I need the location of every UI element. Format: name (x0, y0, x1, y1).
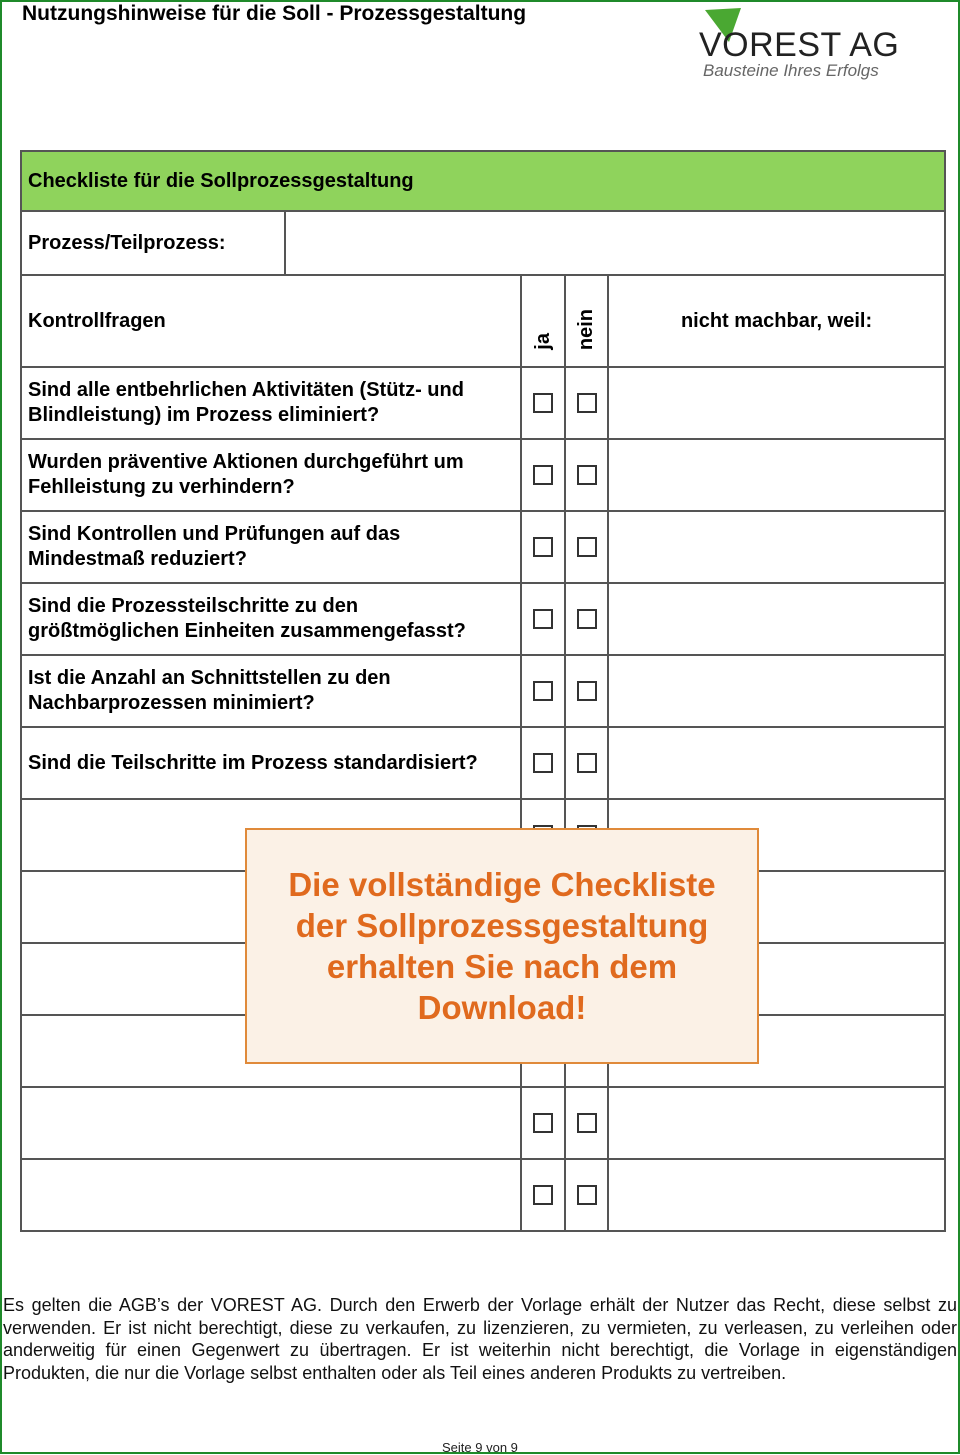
question-text: Sind die Teilschritte im Prozess standardisiert? (21, 727, 521, 799)
yes-checkbox[interactable] (533, 609, 553, 629)
yes-checkbox[interactable] (533, 753, 553, 773)
table-row (21, 367, 945, 439)
company-logo (697, 4, 900, 80)
column-header-yes: ja (521, 275, 565, 367)
question-text: Wurden präventive Aktionen durchgeführt um Fehlleistung zu verhindern? (21, 439, 521, 511)
no-checkbox[interactable] (577, 681, 597, 701)
table-row (21, 511, 945, 583)
column-header-questions: Kontrollfragen (21, 275, 521, 367)
logo-tagline: Bausteine Ihres Erfolgs (703, 61, 879, 80)
page-number: Seite 9 von 9 (442, 1440, 518, 1455)
reason-field[interactable] (608, 439, 945, 511)
table-row-empty (21, 1159, 945, 1231)
legal-notice: Es gelten die AGB’s der VOREST AG. Durch den Erwerb der Vorlage erhält der Nutzer das Recht, diese selbst zu verwenden. Er ist nicht berechtigt, diese zu verkaufen, zu lizenzieren, zu vermieten, zu verleasen, zu verleihen oder anderweitig für einen Gegenwert zu übertragen. Er ist weiterhin nicht berechtigt, die Vorlage in eigenständigen Produkten, die nur die Vorlage selbst enthalten oder als Teil eines anderen Produkts zu vertreiben. (3, 1295, 957, 1383)
no-checkbox[interactable] (577, 465, 597, 485)
question-text[interactable] (21, 1159, 521, 1231)
question-text[interactable] (21, 1087, 521, 1159)
no-checkbox[interactable] (577, 753, 597, 773)
question-text: Sind Kontrollen und Prüfungen auf das Mindestmaß reduziert? (21, 511, 521, 583)
logo-name: VOREST AG (699, 26, 900, 64)
table-row-empty (21, 1087, 945, 1159)
question-text: Sind alle entbehrlichen Aktivitäten (Stütz- und Blindleistung) im Prozess eliminiert? (21, 367, 521, 439)
table-row (21, 439, 945, 511)
download-notice-overlay (245, 828, 759, 1064)
yes-checkbox[interactable] (533, 1113, 553, 1133)
process-label: Prozess/Teilprozess: (21, 211, 285, 275)
reason-field[interactable] (608, 583, 945, 655)
table-row (21, 655, 945, 727)
yes-checkbox[interactable] (533, 537, 553, 557)
no-checkbox[interactable] (577, 537, 597, 557)
document-title: Nutzungshinweise für die Soll - Prozessgestaltung (22, 2, 527, 25)
reason-field[interactable] (608, 655, 945, 727)
yes-checkbox[interactable] (533, 681, 553, 701)
question-text: Sind die Prozessteilschritte zu den größtmöglichen Einheiten zusammengefasst? (21, 583, 521, 655)
no-checkbox[interactable] (577, 393, 597, 413)
reason-field[interactable] (608, 1159, 945, 1231)
column-header-no: nein (565, 275, 608, 367)
reason-field[interactable] (608, 1087, 945, 1159)
question-text: Ist die Anzahl an Schnittstellen zu den Nachbarprozessen minimiert? (21, 655, 521, 727)
download-notice-text: Die vollständige Checkliste der Sollprozessgestaltung erhalten Sie nach dem Download! (288, 866, 716, 1026)
no-checkbox[interactable] (577, 1113, 597, 1133)
yes-checkbox[interactable] (533, 465, 553, 485)
yes-checkbox[interactable] (533, 393, 553, 413)
reason-field[interactable] (608, 367, 945, 439)
checklist-table (20, 150, 946, 1232)
process-input[interactable] (285, 211, 945, 275)
table-row (21, 583, 945, 655)
checklist-heading: Checkliste für die Sollprozessgestaltung (21, 151, 945, 211)
reason-field[interactable] (608, 511, 945, 583)
yes-checkbox[interactable] (533, 1185, 553, 1205)
table-row (21, 727, 945, 799)
column-header-reason: nicht machbar, weil: (608, 275, 945, 367)
no-checkbox[interactable] (577, 609, 597, 629)
no-checkbox[interactable] (577, 1185, 597, 1205)
reason-field[interactable] (608, 727, 945, 799)
